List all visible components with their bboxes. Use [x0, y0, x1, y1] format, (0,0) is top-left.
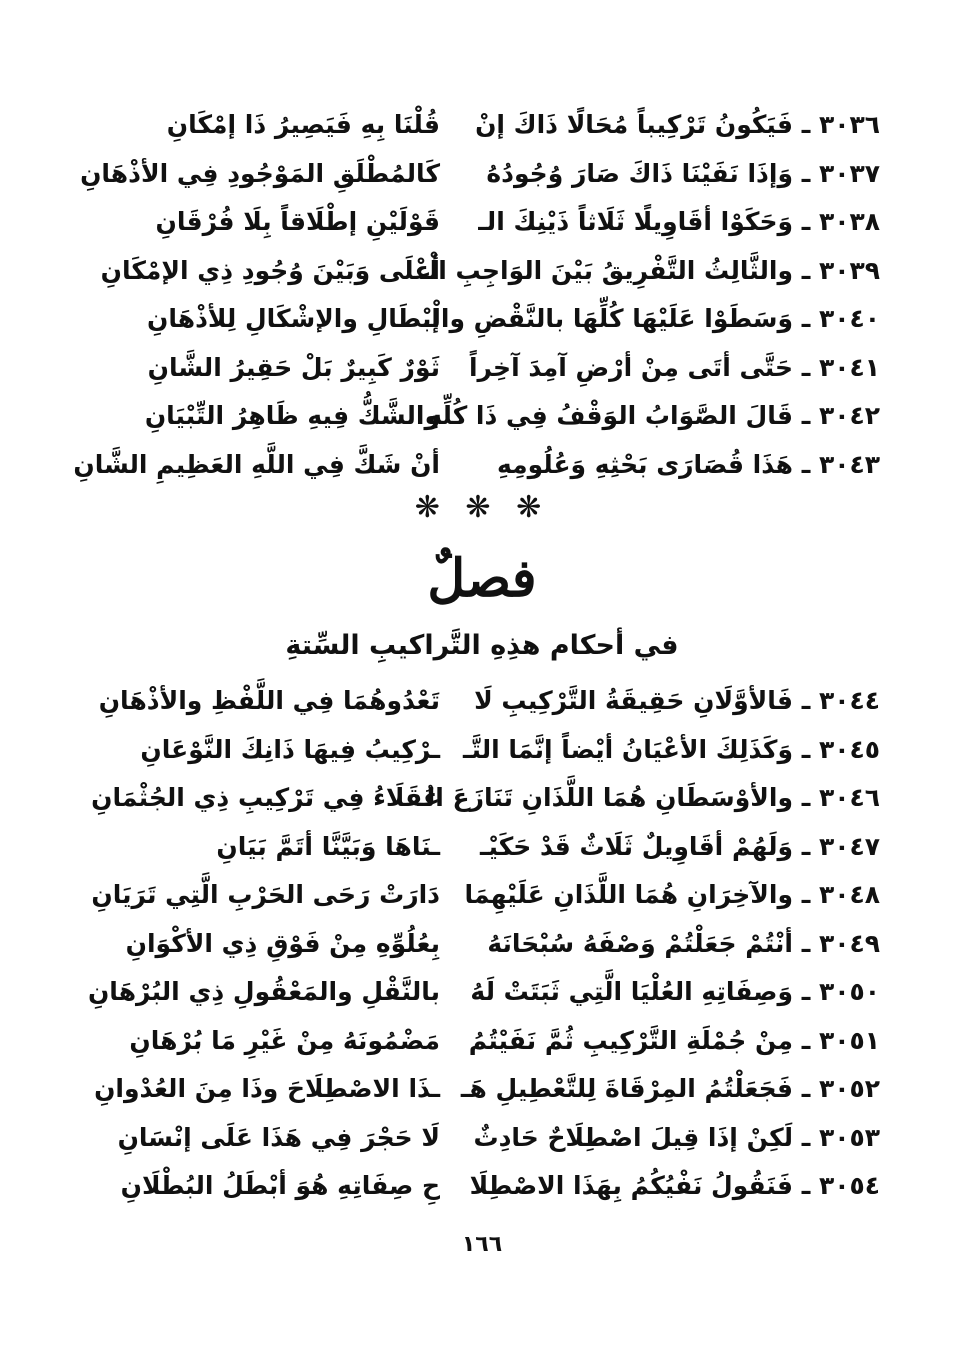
first-hemistich-text: وَكَذَلِكَ الأعْيَانُ أيْضاً إنَّمَا التَّـ: [463, 734, 793, 764]
poem-section-2: [80, 677, 880, 1211]
chapter-heading: فصلٌ: [427, 548, 537, 609]
first-hemistich-text: أنْتُمْ جَعَلْتُمْ وَصْفَهُ سُبْحَانَهُ: [487, 928, 793, 958]
verse-number: ٣٠٥١: [818, 1025, 880, 1055]
first-hemistich-text: وَإذَا نَفَيْنَا ذَاكَ صَارَ وُجُودُهُ: [486, 158, 793, 188]
verse-number: ٣٠٥٢: [818, 1074, 880, 1104]
second-hemistich: كَالمُطْلَقِ المَوْجُودِ فِي الأذْهَانِ: [80, 158, 440, 188]
first-hemistich-text: وَلَهُمْ أقَاوِيلٌ ثَلَاثٌ قَدْ حَكَيْـ: [479, 831, 793, 861]
first-hemistich-text: فَالأوَّلَانِ حَقِيقَةُ التَّرْكِيبِ لَا: [474, 686, 793, 716]
verse-line: [80, 344, 880, 393]
verse-line: [80, 1162, 880, 1211]
second-hemistich: أنْ شَكَّ فِي اللَّهِ العَظِيمِ الشَّانِ: [73, 449, 440, 479]
second-hemistich: والشَّكُّ فِيهِ ظَاهِرُ التِّبْيَانِ: [144, 401, 440, 431]
verse-number: ٣٠٤١: [818, 352, 880, 382]
first-hemistich-text: هَذَا قُصَارَى بَحْثِهِ وَعُلُومِهِ: [496, 449, 793, 479]
verse-line: [80, 774, 880, 823]
second-hemistich: ـنَاهَا وَبَيَّنَّا أتَمَّ بَيَانِ: [216, 831, 440, 861]
first-hemistich-text: فَجَعَلْتُمُ المِرْقَاةَ لِلتَّعْطِيلِ هَـ: [460, 1074, 793, 1104]
verse-number: ٣٠٤٥: [818, 734, 880, 764]
first-hemistich: ٣٠٥٣ ـ لَكِنْ إذَا قِيلَ اصْطِلَاحٌ حَادِثٌ: [473, 1122, 880, 1152]
verse-number: ٣٠٤٦: [818, 783, 880, 813]
second-hemistich: ثَوْرٌ كَبِيرٌ بَلْ حَقِيرُ الشَّانِ: [147, 352, 440, 382]
second-hemistich: قَوْلَيْنِ إطْلَاقاً بِلَا فُرْقَانِ: [155, 207, 440, 237]
first-hemistich-text: فَنَقُولُ نَفْيُكُمُ بِهَذَا الاصْطِلَا: [469, 1171, 793, 1201]
second-hemistich: ـذَا الاصْطِلَاحَ وذَا مِنَ العُدْوانِ: [94, 1074, 440, 1104]
second-hemistich: تَعْدُوهُمَا فِي اللَّفْظِ والأذْهَانِ: [98, 686, 440, 716]
first-hemistich: ٣٠٤٢ ـ قَالَ الصَّوَابُ الوَقْفُ فِي ذَا كُلِّهِ: [427, 401, 880, 431]
first-hemistich-text: وَصِفَاتِهِ العُلْيَا الَّتِي ثَبَتَتْ لَهُ: [470, 977, 793, 1007]
first-hemistich-text: فَيَكُونُ تَرْكِيباً مُحَالًا ذَاكَ إنْ: [475, 110, 793, 140]
verse-line: [80, 726, 880, 775]
verse-number: ٣٠٤٤: [818, 686, 880, 716]
verse-line: [80, 968, 880, 1017]
first-hemistich-text: حَتَّى أتَى مِنْ أرْضِ آمِدَ آخِراً: [468, 352, 793, 382]
verse-line: [80, 247, 880, 296]
first-hemistich: ٣٠٤١ ـ حَتَّى أتَى مِنْ أرْضِ آمِدَ آخِراً: [468, 352, 880, 382]
first-hemistich: ٣٠٤٩ ـ أنْتُمْ جَعَلْتُمْ وَصْفَهُ سُبْحَانَهُ: [487, 928, 880, 958]
verse-line: [80, 295, 880, 344]
verse-line: [80, 1017, 880, 1066]
section-separator: ❋ ❋ ❋: [414, 490, 550, 525]
verse-line: [80, 871, 880, 920]
verse-number: ٣٠٣٨: [818, 207, 880, 237]
verse-line: [73, 441, 880, 490]
first-hemistich: ٣٠٤٣ ـ هَذَا قُصَارَى بَحْثِهِ وَعُلُومِهِ: [496, 449, 880, 479]
first-hemistich: ٣٠٣٦ ـ فَيَكُونُ تَرْكِيباً مُحَالًا ذَاكَ إنْ: [475, 110, 880, 140]
first-hemistich-text: وَحَكَوْا أقَاوِيلًا ثَلَاثاً ذَيْنِكَ الـ: [478, 207, 793, 237]
first-hemistich: ٣٠٣٨ ـ وَحَكَوْا أقَاوِيلًا ثَلَاثاً ذَيْنِكَ الـ: [478, 207, 880, 237]
verse-number: ٣٠٥٤: [818, 1171, 880, 1201]
first-hemistich: ٣٠٤٨ ـ والآخِرَانِ هُمَا اللَّذَانِ عَلَيْهِمَا: [464, 880, 880, 910]
second-hemistich: حِ صِفَاتِهِ هُوَ أبْطَلُ البُطْلَانِ: [120, 1171, 440, 1201]
first-hemistich-text: والأوْسَطَانِ هُمَا اللَّذَانِ تَنَازَعَ الـ: [417, 783, 793, 813]
second-hemistich: أعْلَى وَبَيْنَ وُجُودِ ذِي الإمْكَانِ: [100, 255, 440, 285]
verse-number: ٣٠٤٢: [818, 401, 880, 431]
first-hemistich-text: والآخِرَانِ هُمَا اللَّذَانِ عَلَيْهِمَا: [464, 880, 793, 910]
first-hemistich-text: مِنْ جُمْلَةِ التَّرْكِيبِ ثُمَّ نَفَيْتُمُ: [468, 1025, 793, 1055]
verse-number: ٣٠٥٣: [818, 1122, 880, 1152]
verse-number: ٣٠٤٩: [818, 928, 880, 958]
second-hemistich: إبْطَالِ والإشْكَالِ لِلأذْهَانِ: [147, 304, 440, 334]
second-hemistich: ـرْكِيبُ فِيهَا ذَانِكَ النَّوْعَانِ: [140, 734, 440, 764]
first-hemistich: ٣٠٤٠ ـ وَسَطَوْا عَلَيْهَا كُلِّهَا بالنَّقْضِ والْـ: [422, 304, 880, 334]
first-hemistich-text: لَكِنْ إذَا قِيلَ اصْطِلَاحٌ حَادِثٌ: [473, 1122, 793, 1152]
verse-line: [80, 101, 880, 150]
verse-number: ٣٠٤٧: [818, 831, 880, 861]
first-hemistich: ٣٠٤٥ ـ وَكَذَلِكَ الأعْيَانُ أيْضاً إنَّمَا التَّـ: [463, 734, 880, 764]
verse-line: [80, 920, 880, 969]
first-hemistich: ٣٠٥٤ ـ فَنَقُولُ نَفْيُكُمُ بِهَذَا الاصْطِلَا: [469, 1171, 880, 1201]
verse-number: ٣٠٤٨: [818, 880, 880, 910]
chapter-subtitle: في أحكام هذِهِ التَّراكيبِ السِّتةِ: [285, 630, 679, 661]
second-hemistich: عُقَلَاءُ فِي تَرْكِيبِ ذِي الجُثْمَانِ: [91, 783, 440, 813]
first-hemistich: ٣٠٤٤ ـ فَالأوَّلَانِ حَقِيقَةُ التَّرْكِيبِ لَا: [474, 686, 880, 716]
first-hemistich: ٣٠٥٠ ـ وَصِفَاتِهِ العُلْيَا الَّتِي ثَبَتَتْ لَهُ: [470, 977, 880, 1007]
verse-line: [80, 198, 880, 247]
verse-number: ٣٠٣٩: [818, 255, 880, 285]
second-hemistich: قُلْنَا بِهِ فَيَصِيرُ ذَا إمْكَانِ: [166, 110, 440, 140]
verse-line: [80, 823, 880, 872]
second-hemistich: دَارَتْ رَحَى الحَرْبِ الَّتِي تَرَيَانِ: [91, 880, 440, 910]
verse-number: ٣٠٣٦: [818, 110, 880, 140]
first-hemistich: ٣٠٥٢ ـ فَجَعَلْتُمُ المِرْقَاةَ لِلتَّعْطِيلِ هَـ: [460, 1074, 880, 1104]
verse-line: [80, 1065, 880, 1114]
first-hemistich: ٣٠٤٧ ـ وَلَهُمْ أقَاوِيلٌ ثَلَاثٌ قَدْ حَكَيْـ: [479, 831, 880, 861]
first-hemistich-text: قَالَ الصَّوَابُ الوَقْفُ فِي ذَا كُلِّهِ: [427, 401, 793, 431]
verse-line: [80, 150, 880, 199]
verse-number: ٣٠٤٠: [818, 304, 880, 334]
verse-line: [80, 392, 880, 441]
second-hemistich: لَا حَجْرَ فِي هَذَا عَلَى إنْسَانِ: [117, 1122, 440, 1152]
verse-number: ٣٠٥٠: [818, 977, 880, 1007]
poem-section-1: [73, 101, 880, 489]
second-hemistich: مَضْمُونَهُ مِنْ غَيْرِ مَا بُرْهَانِ: [129, 1025, 440, 1055]
first-hemistich-text: وَسَطَوْا عَلَيْهَا كُلِّهَا بالنَّقْضِ والْـ: [422, 304, 793, 334]
second-hemistich: بِعُلُوِّهِ مِنْ فَوْقِ ذِي الأكْوَانِ: [125, 928, 440, 958]
verse-number: ٣٠٤٣: [818, 449, 880, 479]
page-number: ١٦٦: [461, 1232, 503, 1257]
verse-line: [80, 677, 880, 726]
first-hemistich-text: والثَّالِثُ التَّفْرِيقُ بَيْنَ الوَاجِبِ الْـ: [420, 255, 793, 285]
first-hemistich: ٣٠٣٧ ـ وَإذَا نَفَيْنَا ذَاكَ صَارَ وُجُودُهُ: [486, 158, 880, 188]
first-hemistich: ٣٠٥١ ـ مِنْ جُمْلَةِ التَّرْكِيبِ ثُمَّ نَفَيْتُمُ: [468, 1025, 880, 1055]
first-hemistich: ٣٠٣٩ ـ والثَّالِثُ التَّفْرِيقُ بَيْنَ الوَاجِبِ الْـ: [420, 255, 880, 285]
first-hemistich: ٣٠٤٦ ـ والأوْسَطَانِ هُمَا اللَّذَانِ تَنَازَعَ الـ: [417, 783, 880, 813]
verse-line: [80, 1114, 880, 1163]
verse-number: ٣٠٣٧: [818, 158, 880, 188]
second-hemistich: بالنَّقْلِ والمَعْقُولِ ذِي البُرْهَانِ: [87, 977, 440, 1007]
